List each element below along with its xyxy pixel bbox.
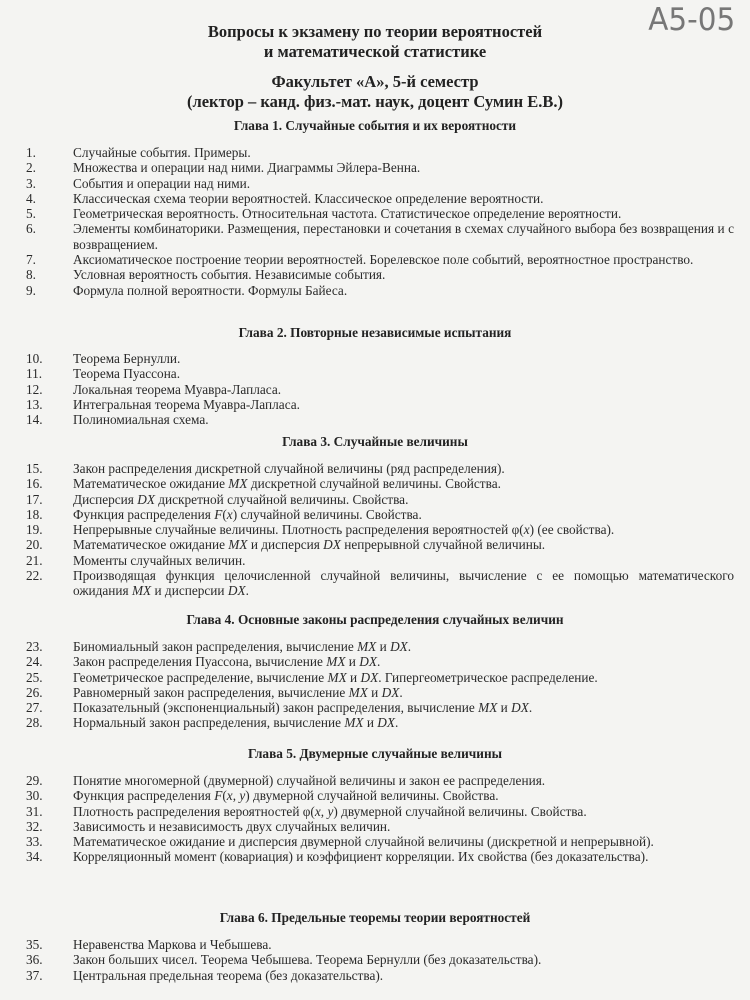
item-number: 11.: [26, 366, 43, 382]
item-number: 14.: [26, 412, 43, 428]
question-list: [0, 145, 750, 298]
item-text: Функция распределения F(x, y) двумерной случайной величины. Свойства.: [73, 788, 499, 804]
list-item: [0, 160, 750, 175]
item-text: Функция распределения F(x) случайной величины. Свойства.: [73, 506, 422, 522]
document-subtitle: [0, 72, 750, 112]
list-item: [0, 476, 750, 491]
item-number: 12.: [26, 381, 43, 397]
chapter-heading: Глава 4. Основные законы распределения случайных величин: [186, 612, 564, 627]
item-number: 4.: [26, 190, 36, 206]
item-text: События и операции над ними.: [73, 175, 251, 191]
item-text: Непрерывные случайные величины. Плотность распределения вероятностей φ(x) (ее свойства).: [73, 522, 615, 538]
item-text: Зависимость и независимость двух случайных величин.: [73, 818, 391, 834]
item-number: 9.: [26, 282, 36, 298]
item-number: 27.: [26, 700, 43, 716]
item-number: 31.: [26, 803, 43, 819]
list-item: [0, 461, 750, 476]
item-number: 13.: [26, 396, 43, 412]
faculty-line: Факультет «А», 5-й семестр: [271, 72, 479, 91]
item-text: Локальная теорема Муавра-Лапласа.: [73, 381, 282, 397]
item-text: Равномерный закон распределения, вычисление MX и DX.: [73, 684, 403, 700]
item-number: 28.: [26, 715, 43, 731]
item-number: 34.: [26, 849, 43, 865]
list-item: [0, 221, 750, 252]
item-text: Геометрическое распределение, вычисление MX и DX. Гипергеометрическое распределение.: [73, 669, 598, 685]
item-number: 30.: [26, 788, 43, 804]
item-text: Биномиальный закон распределения, вычисление MX и DX.: [73, 639, 412, 654]
item-text: Закон больших чисел. Теорема Чебышева. Теорема Бернулли (без доказательства).: [73, 952, 542, 968]
list-item: [0, 351, 750, 366]
title-line-1: Вопросы к экзамену по теории вероятностей: [207, 22, 543, 41]
list-item: [0, 267, 750, 282]
list-item: [0, 670, 750, 685]
document-title: [0, 22, 750, 62]
question-list: [0, 773, 750, 865]
item-text: Нормальный закон распределения, вычисление MX и DX.: [73, 715, 399, 731]
list-item: [0, 788, 750, 803]
list-item: [0, 382, 750, 397]
question-list: [0, 351, 750, 427]
list-item: [0, 968, 750, 983]
chapter-heading: Глава 1. Случайные события и их вероятности: [233, 118, 517, 133]
item-number: 3.: [26, 175, 36, 191]
item-number: 15.: [26, 461, 43, 476]
item-text: Неравенства Маркова и Чебышева.: [73, 937, 272, 952]
item-number: 20.: [26, 537, 43, 553]
item-text: Случайные события. Примеры.: [73, 145, 251, 160]
item-text: Интегральная теорема Муавра-Лапласа.: [73, 396, 300, 412]
item-text: Аксиоматическое построение теории вероятностей. Борелевское поле событий, вероятностное пространство.: [73, 252, 694, 268]
list-item: [0, 849, 750, 864]
list-item: [0, 537, 750, 552]
question-list: [0, 639, 750, 731]
list-item: [0, 685, 750, 700]
item-number: 17.: [26, 491, 43, 507]
item-text: Теорема Бернулли.: [73, 351, 181, 366]
item-text: Множества и операции над ними. Диаграммы Эйлера-Венна.: [73, 160, 421, 176]
item-text: Корреляционный момент (ковариация) и коэффициент корреляции. Их свойства (без доказательства).: [73, 849, 649, 865]
item-text: Теорема Пуассона.: [73, 366, 181, 382]
item-text: Закон распределения дискретной случайной величины (ряд распределения).: [73, 461, 505, 476]
item-number: 16.: [26, 476, 43, 492]
list-item: [0, 553, 750, 568]
item-number: 37.: [26, 967, 43, 983]
chapter-heading: Глава 3. Случайные величины: [282, 434, 468, 449]
item-text: Условная вероятность события. Независимые события.: [73, 267, 386, 283]
item-text: Показательный (экспоненциальный) закон распределения, вычисление MX и DX.: [73, 700, 533, 716]
chapter-heading: Глава 6. Предельные теоремы теории вероятностей: [219, 910, 531, 925]
list-item: [0, 639, 750, 654]
item-text: Математическое ожидание MX дискретной случайной величины. Свойства.: [73, 476, 501, 492]
lecturer-line: (лектор – канд. физ.-мат. наук, доцент Сумин Е.В.): [186, 92, 563, 111]
item-number: 22.: [26, 568, 43, 584]
item-text: Понятие многомерной (двумерной) случайной величины и закон ее распределения.: [73, 773, 546, 788]
list-item: [0, 206, 750, 221]
item-number: 19.: [26, 522, 43, 538]
list-item: [0, 834, 750, 849]
item-text: Математическое ожидание MX и дисперсия DX непрерывной случайной величины.: [73, 537, 546, 553]
list-item: [0, 937, 750, 952]
list-item: [0, 252, 750, 267]
chapter-heading: Глава 5. Двумерные случайные величины: [248, 746, 502, 761]
item-number: 36.: [26, 952, 43, 968]
list-item: [0, 145, 750, 160]
item-number: 26.: [26, 684, 43, 700]
item-number: 10.: [26, 351, 43, 366]
list-item: [0, 568, 750, 599]
item-text: Полиномиальная схема.: [73, 412, 209, 428]
list-item: [0, 283, 750, 298]
item-number: 29.: [26, 773, 43, 788]
list-item: [0, 952, 750, 967]
list-item: [0, 492, 750, 507]
list-item: [0, 397, 750, 412]
item-number: 24.: [26, 654, 43, 670]
list-item: [0, 191, 750, 206]
item-number: 35.: [26, 937, 43, 952]
question-list: [0, 937, 750, 983]
item-number: 21.: [26, 552, 43, 568]
item-number: 32.: [26, 818, 43, 834]
document-code-stamp: A5-05: [648, 2, 736, 38]
title-line-2: и математической статистике: [263, 42, 487, 61]
item-text: Производящая функция целочисленной случайной величины, вычисление с ее помощью математического ожидания MX и дисперсии DX.: [73, 568, 734, 599]
chapter-heading: Глава 2. Повторные независимые испытания: [238, 325, 512, 340]
item-number: 23.: [26, 639, 43, 654]
list-item: [0, 819, 750, 834]
item-text: Закон распределения Пуассона, вычисление MX и DX.: [73, 654, 381, 670]
list-item: [0, 715, 750, 730]
item-text: Формула полной вероятности. Формулы Байеса.: [73, 282, 348, 298]
item-number: 33.: [26, 834, 43, 850]
list-item: [0, 804, 750, 819]
item-text: Элементы комбинаторики. Размещения, перестановки и сочетания в схемах случайного выбора без возвращения и с возвращением.: [73, 221, 734, 252]
list-item: [0, 412, 750, 427]
list-item: [0, 176, 750, 191]
item-text: Геометрическая вероятность. Относительная частота. Статистическое определение вероятности.: [73, 206, 622, 222]
list-item: [0, 507, 750, 522]
list-item: [0, 522, 750, 537]
item-text: Плотность распределения вероятностей φ(x, y) двумерной случайной величины. Свойства.: [73, 803, 587, 819]
item-number: 8.: [26, 267, 36, 283]
item-number: 18.: [26, 506, 43, 522]
item-text: Центральная предельная теорема (без доказательства).: [73, 967, 384, 983]
item-text: Дисперсия DX дискретной случайной величины. Свойства.: [73, 491, 409, 507]
item-text: Математическое ожидание и дисперсия двумерной случайной величины (дискретной и непрерывной).: [73, 834, 654, 850]
item-number: 1.: [26, 145, 36, 160]
item-number: 5.: [26, 206, 36, 222]
item-number: 25.: [26, 669, 43, 685]
list-item: [0, 366, 750, 381]
list-item: [0, 654, 750, 669]
item-text: Классическая схема теории вероятностей. Классическое определение вероятности.: [73, 190, 544, 206]
question-list: [0, 461, 750, 599]
item-text: Моменты случайных величин.: [73, 552, 246, 568]
item-number: 6.: [26, 221, 36, 237]
list-item: [0, 773, 750, 788]
list-item: [0, 700, 750, 715]
item-number: 2.: [26, 160, 36, 176]
item-number: 7.: [26, 252, 36, 268]
